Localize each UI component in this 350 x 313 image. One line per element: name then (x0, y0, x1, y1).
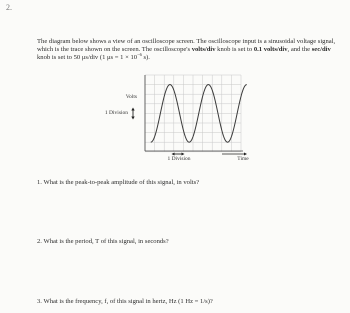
time-label: Time (237, 156, 249, 162)
oscilloscope-grid (145, 75, 241, 152)
sec-knob-label: sec/div (311, 46, 331, 53)
question-3: 3. What is the frequency, f, of this signal in hertz, Hz (1 Hz = 1/s)? (37, 298, 213, 305)
problem-number: 2. (6, 3, 12, 12)
division-label-bottom: 1 Division (167, 156, 191, 162)
question-1: 1. What is the peak-to-peak amplitude of this signal, in volts? (37, 179, 200, 186)
division-label-left: 1 Division (104, 110, 128, 116)
question-2: 2. What is the period, T of this signal, in seconds? (37, 238, 169, 245)
vertical-division-arrow (131, 108, 134, 120)
volts-setting: 0.1 volts/div (253, 46, 288, 53)
volts-knob-label: volts/div (191, 46, 216, 53)
problem-intro: The diagram below shows a view of an oscilloscope screen. The oscilloscope input is a sinusoidal voltage signal, which is the trace shown on the screen. The oscilloscope's volts/div knob is set to 0.1 volts/div, and the sec/div knob is set to 50 μs/div (1 $\mu s = 1 \times 10^{-6}$ s). (37, 38, 336, 61)
volts-label: Volts (125, 94, 137, 100)
